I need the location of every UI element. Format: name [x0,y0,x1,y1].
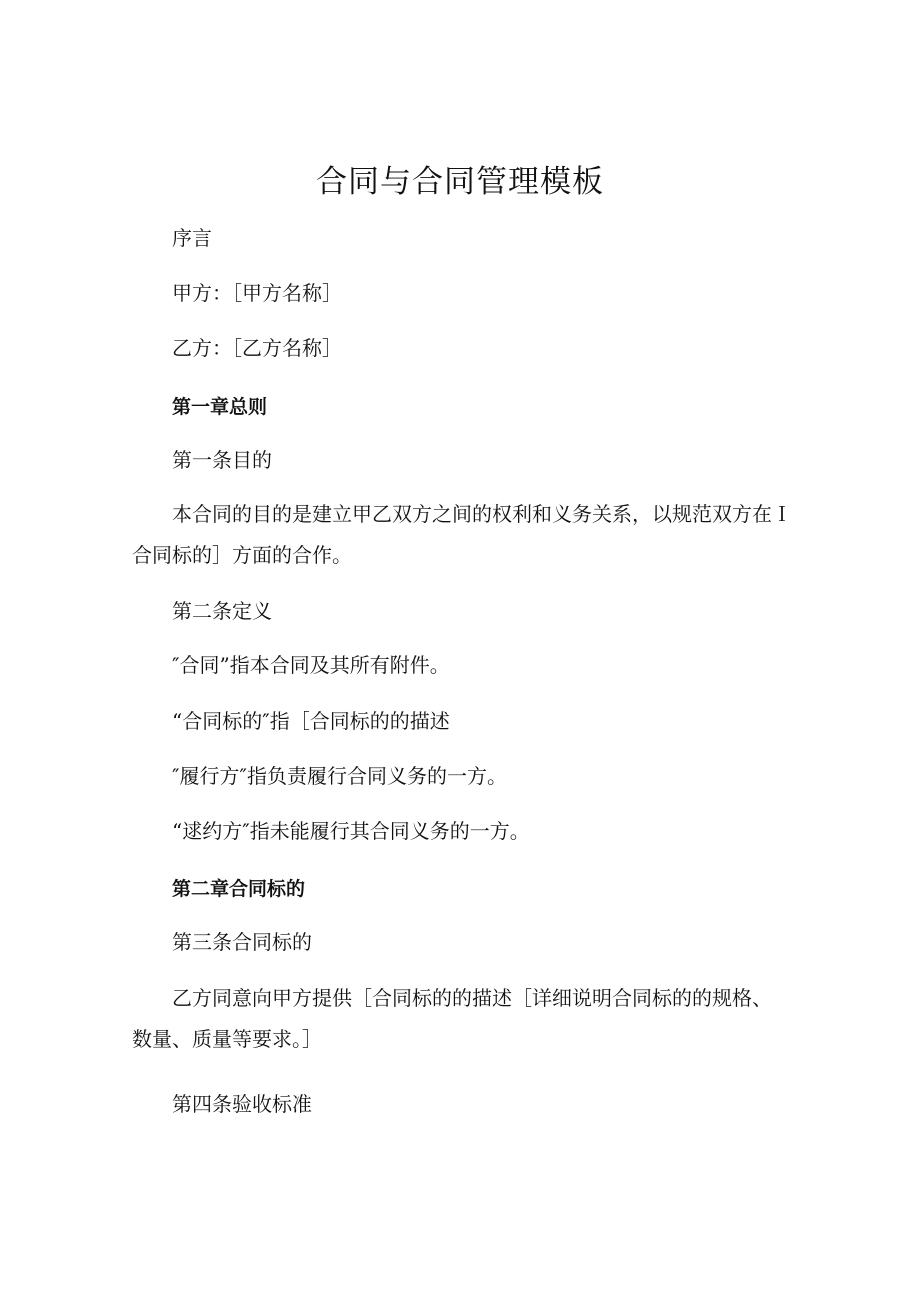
article-1-body-line-1: 本合同的目的是建立甲乙双方之间的权利和义务关系，以规范双方在Ｉ [172,502,792,526]
article-3-body-line-1: 乙方同意向甲方提供［合同标的的描述［详细说明合同标的的规格、 [172,986,772,1010]
chapter-2-heading: 第二章合同标的 [172,878,306,900]
definition-performer: ″履行方″指负责履行合同义务的一方。 [172,764,507,788]
article-1-body-line-2: 合同标的］方面的合作。 [132,543,352,567]
article-3-body-line-2: 数量、质量等要求。］ [132,1027,322,1051]
party-b-line: 乙方：［乙方名称］ [172,336,342,360]
article-3-title: 第三条合同标的 [172,930,312,954]
document-title: 合同与合同管理模板 [316,164,604,200]
preface-label: 序言 [172,226,212,250]
definition-subject: “合同标的″指［合同标的的描述 [172,709,450,733]
definition-defaulter: “逑约方″指未能履行其合同义务的一方。 [172,819,530,843]
chapter-1-heading: 第一章总则 [172,396,268,418]
article-1-title: 第一条目的 [172,448,272,472]
party-a-line: 甲方：［甲方名称］ [172,281,342,305]
article-4-title: 第四条验收标准 [172,1092,312,1116]
article-2-title: 第二条定义 [172,599,272,623]
definition-contract: ″合同”指本合同及其所有附件。 [172,653,450,677]
